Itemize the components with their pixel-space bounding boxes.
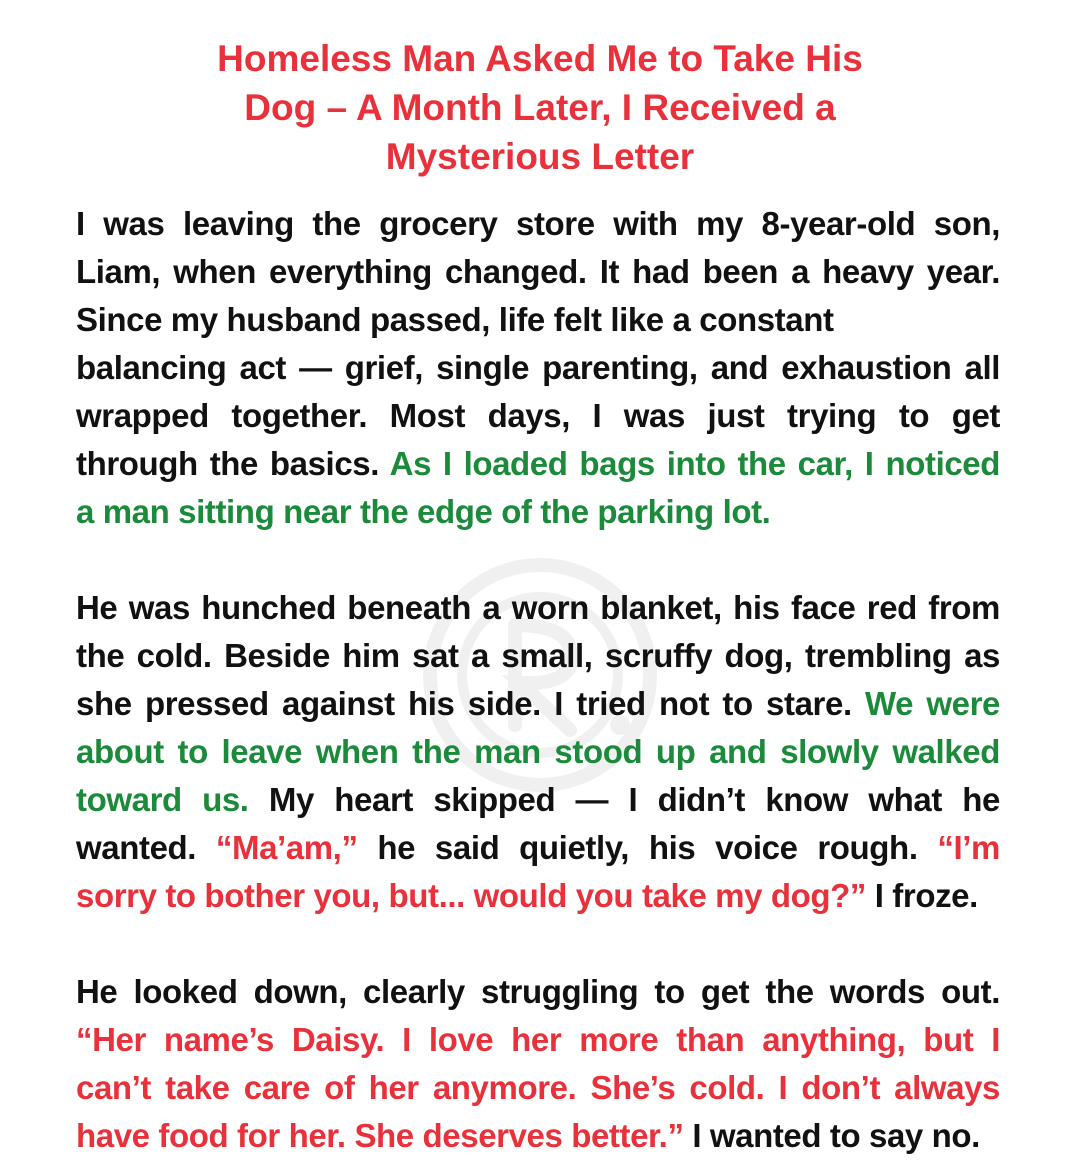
paragraph-line [76,776,1000,824]
text-segment: I wanted to say no. [683,1117,980,1154]
paragraph-line [76,200,1000,248]
text-segment: through the basics. [76,445,390,482]
paragraph-line [76,632,1000,680]
paragraph-line [76,584,1000,632]
paragraph-line [76,728,1000,776]
title-line: Mysterious Letter [385,136,695,177]
title-line: Homeless Man Asked Me to Take His [217,38,863,79]
quote-red-segment: sorry to bother you, but... would you take my dog?” [76,877,866,914]
highlight-green-segment: We were [865,685,1000,722]
text-segment: My heart skipped — I didn’t know what he [268,781,1000,818]
highlight-green-segment: about to leave when the man stood up and slowly walked [76,733,1000,770]
quote-red-segment: can’t take care of her anymore. She’s cold. I don’t always [76,1069,1000,1106]
text-segment: he said quietly, his voice rough. [357,829,938,866]
text-segment: Since my husband passed, life felt like a constant [76,301,834,338]
paragraph-line [76,344,1000,392]
story-title [140,34,940,181]
highlight-green-segment: toward us. [76,781,269,818]
paragraph-2 [76,584,1000,920]
quote-red-segment: have food for her. She deserves better.” [76,1117,684,1154]
quote-red-segment: “I’m [937,829,1000,866]
paragraph-line [76,1016,1000,1064]
text-segment: He looked down, clearly struggling to get the words out. [76,973,1000,1010]
text-segment: I froze. [865,877,978,914]
paragraph-line [76,392,1000,440]
quote-red-segment: “Her name’s Daisy. I love her more than anything, but I [76,1021,1000,1058]
paragraph-1 [76,200,1000,536]
text-segment: Liam, when everything changed. It had been a heavy year. [76,253,1000,290]
paragraph-line [76,248,1000,296]
paragraph-line [76,440,1000,488]
highlight-green-segment: As I loaded bags into the car, I noticed [389,445,1000,482]
text-segment: wanted. [76,829,216,866]
paragraph-line [76,968,1000,1016]
quote-red-segment: “Ma’am,” [215,829,358,866]
text-segment: balancing act — grief, single parenting, and exhaustion all [76,349,1000,386]
paragraph-line [76,872,1000,920]
paragraph-line [76,824,1000,872]
paragraph-line [76,1064,1000,1112]
text-segment: He was hunched beneath a worn blanket, his face red from [76,589,1000,626]
highlight-green-segment: a man sitting near the edge of the parking lot. [76,493,771,530]
text-segment: she pressed against his side. I tried not to stare. [76,685,865,722]
text-segment: I was leaving the grocery store with my 8-year-old son, [76,205,1000,242]
paragraph-line [76,680,1000,728]
paragraph-3 [76,968,1000,1160]
title-line: Dog – A Month Later, I Received a [244,87,836,128]
paragraph-line [76,1112,1000,1160]
paragraph-line [76,296,1000,344]
paragraph-line [76,488,1000,536]
text-segment: wrapped together. Most days, I was just trying to get [76,397,1000,434]
text-segment: the cold. Beside him sat a small, scruffy dog, trembling as [76,637,1000,674]
